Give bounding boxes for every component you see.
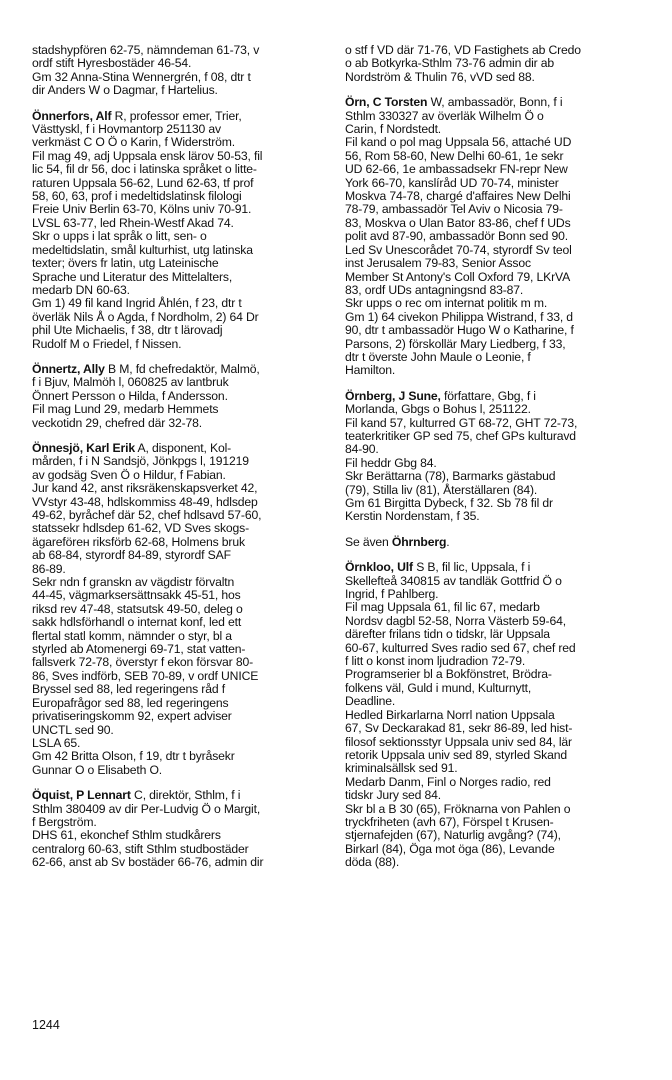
entry-text-line: Gm 61 Birgitta Dybeck, f 32. Sb 78 fil dr bbox=[345, 496, 553, 510]
entry-first-line bbox=[32, 789, 332, 802]
entry-text-line: 83, ordf UDs antagningsnd 83-87. bbox=[345, 282, 524, 297]
entry-text-line: f litt o konst inom ljudradion 72-79. bbox=[345, 654, 526, 669]
entry-name: Önnesjö, Karl Erik bbox=[32, 440, 135, 455]
entry-text-line: Västtyskl, f i Hovmantorp 251130 av bbox=[32, 122, 221, 137]
entry-text-line: riksd rev 47-48, statsutsk 49-50, deleg o bbox=[32, 601, 243, 616]
entry-text-line: 60-67, kulturred Sves radio sed 67, chef red bbox=[345, 640, 576, 655]
biography-entry bbox=[345, 390, 650, 524]
entry-text-line: 86, Sves indförb, SEB 70-89, v ordf UNICE bbox=[32, 668, 259, 683]
entry-text-line: DHS 61, ekonchef Sthlm studkårers bbox=[32, 828, 221, 843]
entry-text-line: Europafrågor sed 88, led regeringens bbox=[32, 695, 229, 710]
entry-text-line: Jur kand 42, anst riksräkenskapsverket 42, bbox=[32, 481, 258, 496]
entry-text-line: 84-90. bbox=[345, 442, 379, 457]
entry-name: Önnertz, Ally bbox=[32, 361, 105, 376]
entry-text-line: dtr t överste John Maule o Leonie, f bbox=[345, 349, 531, 364]
entry-text-line: Fil heddr Gbg 84. bbox=[345, 455, 437, 470]
entry-text-line: filosof sektionsstyr Uppsala univ sed 84, lär bbox=[345, 734, 572, 749]
entry-text-line: flertal statl komm, nämnder o styr, bl a bbox=[32, 628, 232, 643]
entry-text-line: ordf stift Hyresbostäder 46-54. bbox=[32, 56, 192, 71]
entry-text-line: Gm 42 Britta Olson, f 19, dtr t byråsekr bbox=[32, 749, 235, 764]
entry-text-line: UD 62-66, 1e ambassadsekr FN-repr New bbox=[345, 162, 568, 177]
entry-text-line: 44-45, vägmarksersättnsakk 45-51, hos bbox=[32, 588, 241, 603]
entry-text-line: B M, fd chefredaktör, Malmö, bbox=[104, 361, 260, 376]
entry-text-line: av godsäg Sven Ö o Hildur, f Fabian. bbox=[32, 467, 226, 482]
entry-text-line: Parsons, 2) förskollär Mary Liedberg, f 33, bbox=[345, 336, 566, 351]
entry-text-line: Sprache und Literatur des Mittelalters, bbox=[32, 269, 233, 284]
entry-text-line: styrled ab Atomenergi 69-71, stat vatten- bbox=[32, 642, 246, 657]
entry-name: Örnberg, J Sune, bbox=[345, 388, 441, 403]
biography-entry bbox=[345, 44, 650, 84]
entry-text-line: teaterkritiker GP sed 75, chef GPs kulturavd bbox=[345, 428, 576, 443]
entry-text-line: Carin, f Nordstedt. bbox=[345, 122, 442, 137]
entry-text-line: Fil mag 49, adj Uppsala ensk lärov 50-53, fil bbox=[32, 148, 263, 163]
entry-text-line: o ab Botkyrka-Sthlm 73-76 admin dir ab bbox=[345, 56, 555, 71]
entry-text-line: UNCTL sed 90. bbox=[32, 722, 114, 737]
entry-text-line: privatiseringskomm 92, expert adviser bbox=[32, 709, 232, 724]
entry-text-line: Önnert Persson o Hilda, f Andersson. bbox=[32, 388, 228, 403]
entry-text-line: (79), Stilla liv (81), Återställaren (84). bbox=[345, 482, 538, 497]
entry-text-line: Led Sv Unescorådet 70-74, styrordf Sv teol bbox=[345, 242, 572, 257]
entry-name: Örn, C Torsten bbox=[345, 95, 428, 110]
entry-text-line: 90, dtr t ambassadör Hugo W o Katharine, f bbox=[345, 323, 574, 338]
entry-text-line: Bryssel sed 88, led regeringens råd f bbox=[32, 682, 225, 697]
entry-text-line: C, direktör, Sthlm, f i bbox=[130, 788, 241, 803]
entry-first-line bbox=[32, 442, 332, 455]
entry-text-line: Gm 1) 64 civekon Philippa Wistrand, f 33, d bbox=[345, 309, 573, 324]
entry-first-line bbox=[345, 561, 650, 574]
entry-text-line: LSLA 65. bbox=[32, 735, 81, 750]
entry-text-line: stadshypfören 62-75, nämndeman 61-73, v bbox=[32, 43, 260, 57]
entry-text-line: Birkarl (84), Öga mot öga (86), Levande bbox=[345, 841, 555, 856]
entry-text-line: 58, 60, 63, prof i medeltidslatinsk filologi bbox=[32, 189, 242, 204]
left-column bbox=[32, 44, 332, 882]
entry-text-line: R, professor emer, Trier, bbox=[111, 108, 242, 123]
entry-text-line: sakk hdlsförhandl o internat konf, led ett bbox=[32, 615, 242, 630]
biography-entry bbox=[32, 363, 332, 430]
entry-text-line: tryckfriheten (avh 67), Förspel t Krusen- bbox=[345, 814, 554, 829]
entry-text-line: dir Anders W o Dagmar, f Hartelius. bbox=[32, 83, 218, 98]
entry-text-line: Medarb Danm, Finl o Norges radio, red bbox=[345, 774, 551, 789]
entry-text-line: Moskva 74-78, chargé d'affaires New Delhi bbox=[345, 189, 571, 204]
entry-text-line: mården, f i N Sandsjö, Jönkpgs l, 191219 bbox=[32, 454, 249, 469]
entry-text-line: Hamilton. bbox=[345, 363, 396, 378]
entry-text-line: Fil mag Uppsala 61, fil lic 67, medarb bbox=[345, 600, 540, 615]
entry-text-line: Sthlm 380409 av dir Per-Ludvig Ö o Margit, bbox=[32, 801, 261, 816]
entry-text-line: Programserier bl a Bokfönstret, Brödra- bbox=[345, 667, 552, 682]
entry-first-line bbox=[345, 536, 650, 549]
biography-entry bbox=[32, 789, 332, 869]
entry-first-line bbox=[32, 110, 332, 123]
entry-text-line: döda (88). bbox=[345, 855, 400, 870]
biography-entry bbox=[345, 536, 650, 549]
entry-text-line: Gm 1) 49 fil kand Ingrid Åhlén, f 23, dtr t bbox=[32, 296, 242, 311]
entry-text-line: ägareförен riksförb 62-68, Holmens bruk bbox=[32, 534, 245, 549]
entry-text-line: verkmäst C O Ö o Karin, f Widerström. bbox=[32, 135, 236, 150]
entry-text-line: lic 54, fil dr 56, doc i latinska språket o litte- bbox=[32, 162, 257, 177]
entry-text-line: Sthlm 330327 av överläk Wilhelm Ö o bbox=[345, 108, 544, 123]
entry-text-line: Sekr ndn f granskn av vägdistr förvaltn bbox=[32, 575, 235, 590]
entry-text-line: 86-89. bbox=[32, 561, 66, 576]
page-number: 1244 bbox=[32, 1018, 60, 1032]
entry-text-line: Hedled Birkarlarna Norrl nation Uppsala bbox=[345, 707, 555, 722]
entry-suffix: . bbox=[446, 534, 450, 549]
entry-text-line: veckotidn 29, chefred där 32-78. bbox=[32, 415, 202, 430]
entry-text-line: York 66-70, kanslíråd UD 70-74, minister bbox=[345, 175, 559, 190]
biography-entry bbox=[32, 44, 332, 98]
entry-text-line: kriminalsällsk sed 91. bbox=[345, 761, 458, 776]
entry-text-line: ab 68-84, styrordf 84-89, styrordf SAF bbox=[32, 548, 231, 563]
entry-text-line: Fil kand o pol mag Uppsala 56, attaché UD bbox=[345, 135, 572, 150]
entry-text-line: Rudolf M o Friedel, f Nissen. bbox=[32, 336, 182, 351]
entry-text-line: 83, Moskva o Ulan Bator 83-86, chef f UDs bbox=[345, 215, 571, 230]
entry-text-line: fallsverk 72-78, överstyr f ekon försvar 80- bbox=[32, 655, 253, 670]
entry-text-line: LVSL 63-77, led Rhein-Westf Akad 74. bbox=[32, 215, 234, 230]
entry-text-line: retorik Uppsala univ sed 89, styrled Skand bbox=[345, 747, 567, 762]
entry-text-line: Gm 32 Anna-Stina Wennergrén, f 08, dtr t bbox=[32, 69, 251, 84]
biography-entry bbox=[32, 442, 332, 777]
entry-text-line: VVstyr 43-48, hdlskommiss 48-49, hdlsdep bbox=[32, 494, 258, 509]
entry-text-line: Nordsv dagbl 52-58, Norra Västerb 59-64, bbox=[345, 613, 566, 628]
entry-first-line bbox=[32, 363, 332, 376]
entry-text-line: centralorg 60-63, stift Sthlm studbostäder bbox=[32, 841, 249, 856]
entry-name: Öhrnberg bbox=[391, 534, 447, 549]
entry-text-line: Skr o upps i lat språk o litt, sen- o bbox=[32, 229, 207, 244]
entry-name: Önnerfors, Alf bbox=[32, 108, 112, 123]
entry-text-line: f i Bjuv, Malmöh l, 060825 av lantbruk bbox=[32, 375, 229, 390]
entry-text-line: Morlanda, Gbgs o Bohus l, 251122. bbox=[345, 402, 531, 417]
entry-text-line: inst Jerusalem 79-83, Senior Assoc bbox=[345, 256, 531, 271]
entry-text-line: 67, Sv Deckarakad 81, sekr 86-89, led hist- bbox=[345, 721, 573, 736]
entry-text-line: raturen Uppsala 56-62, Lund 62-63, tf prof bbox=[32, 175, 254, 190]
entry-text-line: phil Ute Michaelis, f 38, dtr t lärovadj bbox=[32, 323, 223, 338]
entry-text-line: statssekr hdlsdep 61-62, VD Sves skogs- bbox=[32, 521, 250, 536]
entry-text-line: 49-62, byråchef där 52, chef hdlsavd 57-60, bbox=[32, 508, 262, 522]
entry-text-line: A, disponent, Kol- bbox=[134, 440, 232, 455]
entry-text-line: polit avd 87-90, ambassadör Bonn sed 90. bbox=[345, 229, 569, 244]
entry-text-line: Nordström & Thulin 76, vVD sed 88. bbox=[345, 69, 535, 84]
entry-text-line: författare, Gbg, f i bbox=[440, 388, 536, 403]
entry-text-line: överläk Nils Å o Agda, f Nordholm, 2) 64 Dr bbox=[32, 309, 259, 324]
entry-text-line: Skr bl a B 30 (65), Fröknarna von Pahlen o bbox=[345, 801, 571, 816]
entry-text-line: W, ambassadör, Bonn, f i bbox=[427, 95, 563, 110]
entry-text-line: Ingrid, f Pahlberg. bbox=[345, 587, 439, 602]
right-column bbox=[345, 44, 650, 882]
entry-text-line: Deadline. bbox=[345, 694, 396, 709]
entry-text-line: tidskr Jury sed 84. bbox=[345, 788, 442, 803]
entry-text-line: Fil kand 57, kulturred GT 68-72, GHT 72-73, bbox=[345, 415, 578, 430]
entry-text-line: texter; övers fr latin, utg Lateinische bbox=[32, 256, 219, 271]
entry-text-line: folkens väl, Guld i mund, Kulturnytt, bbox=[345, 680, 532, 695]
entry-text-line: 56, Rom 58-60, New Delhi 60-61, 1e sekr bbox=[345, 148, 564, 163]
entry-text-line: stjernafejden (67), Naturlig avgång? (74), bbox=[345, 828, 561, 843]
entry-text-line: 62-66, anst ab Sv bostäder 66-76, admin dir bbox=[32, 855, 264, 870]
biography-entry bbox=[345, 561, 650, 869]
entry-name: Örnkloo, Ulf bbox=[345, 560, 413, 575]
entry-text-line: Gunnar O o Elisabeth O. bbox=[32, 762, 163, 777]
entry-text-line: Skellefteå 340815 av tandläk Gottfrid Ö o bbox=[345, 573, 562, 588]
entry-text-line: Kerstin Nordenstam, f 35. bbox=[345, 509, 480, 524]
entry-first-line bbox=[345, 96, 650, 109]
entry-name: Öquist, P Lennart bbox=[32, 788, 131, 803]
entry-text-line: S B, fil lic, Uppsala, f i bbox=[412, 560, 531, 575]
entry-first-line bbox=[345, 390, 650, 403]
entry-text-line: medeltidslatin, smål kulturhist, utg latinska bbox=[32, 242, 253, 257]
entry-prefix: Se även bbox=[345, 534, 392, 549]
entry-text-line: därefter frilans tidn o tidskr, lär Uppsala bbox=[345, 627, 550, 642]
entry-text-line: Skr Berättarna (78), Barmarks gästabud bbox=[345, 469, 556, 484]
entry-text-line: Freie Univ Berlin 63-70, Kölns univ 70-91. bbox=[32, 202, 252, 217]
biography-entry bbox=[345, 96, 650, 378]
entry-text-line: Member St Antony's Coll Oxford 79, LKrVA bbox=[345, 269, 571, 284]
entry-text-line: medarb DN 60-63. bbox=[32, 282, 130, 297]
entry-text-line: f Bergström. bbox=[32, 814, 97, 829]
entry-text-line: Fil mag Lund 29, medarb Hemmets bbox=[32, 402, 219, 417]
entry-text-line: 78-79, ambassadör Tel Aviv o Nicosia 79- bbox=[345, 202, 563, 217]
entry-text-line: o stf f VD där 71-76, VD Fastighets ab Credo bbox=[345, 43, 581, 57]
biography-entry bbox=[32, 110, 332, 351]
entry-text-line: Skr upps o rec om internat politik m m. bbox=[345, 296, 548, 311]
